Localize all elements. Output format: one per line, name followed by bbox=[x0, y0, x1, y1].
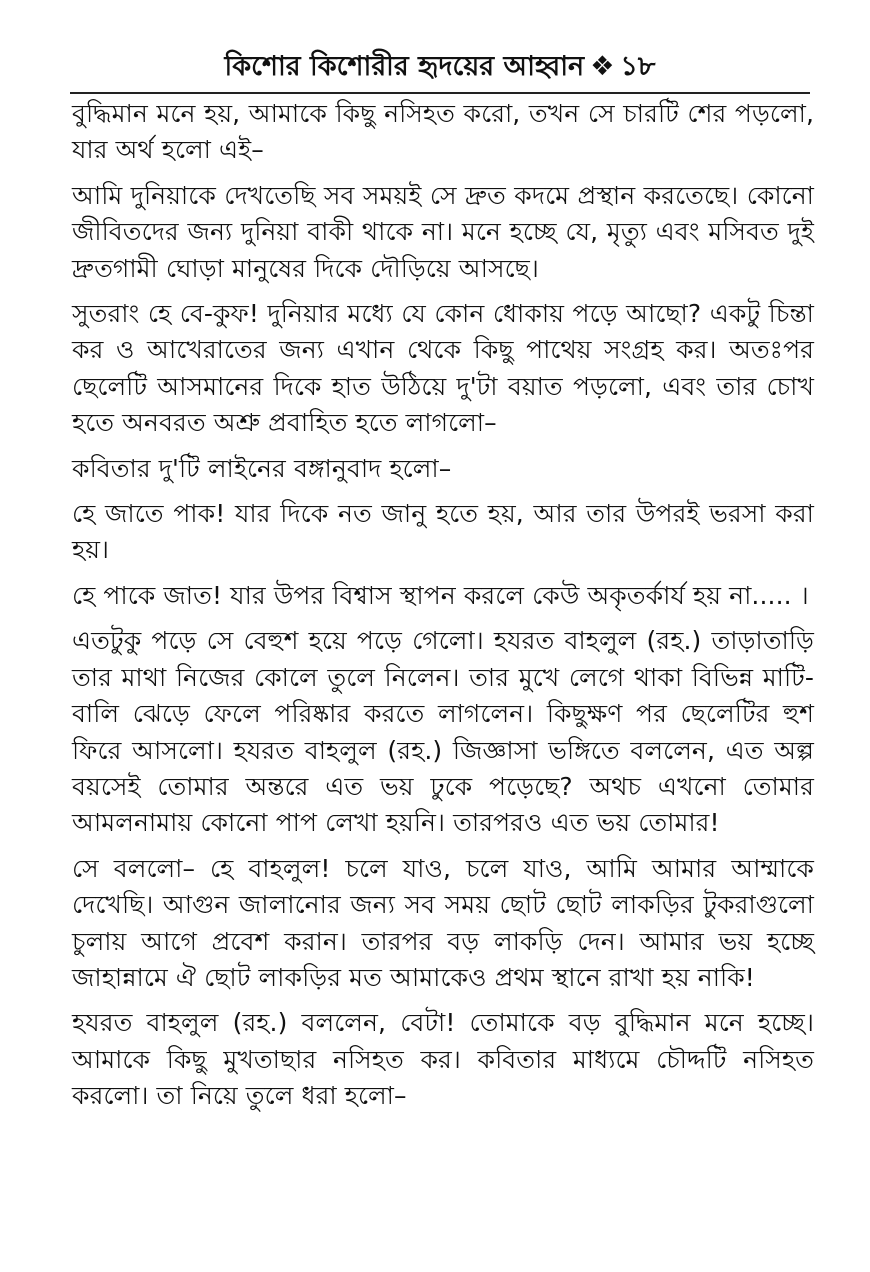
header-rule bbox=[70, 92, 810, 94]
paragraph-3: সুতরাং হে বে-কুফ! দুনিয়ার মধ্যে যে কোন ধোকায় পড়ে আছো? একটু চিন্তা কর ও আখেরাতের জন্য এখান থেকে কিছু পাথেয় সংগ্রহ কর। অতঃপর ছেলেটি আসমানের দিকে হাত উঠিয়ে দু'টা বয়াত পড়লো, এবং তার চোখ হতে অনবরত অশ্রু প্রবাহিত হতে লাগলো– bbox=[72, 299, 814, 438]
paragraph-6: হে পাকে জাত! যার উপর বিশ্বাস স্থাপন করলে কেউ অকৃতর্কার্য হয় না..... । bbox=[72, 580, 809, 610]
paragraph-2: আমি দুনিয়াকে দেখতেছি সব সময়ই সে দ্রুত কদমে প্রস্থান করতেছে। কোনো জীবিতদের জন্য দুনিয়া বাকী থাকে না। মনে হচ্ছে যে, মৃত্যু এবং মসিবত দুই দ্রুতগামী ঘোড়া মানুষের দিকে দৌড়িয়ে আসছে। bbox=[72, 180, 814, 283]
paragraph-5: হে জাতে পাক! যার দিকে নত জানু হতে হয়, আর তার উপরই ভরসা করা হয়। bbox=[72, 499, 814, 565]
paragraph-1: বুদ্ধিমান মনে হয়, আমাকে কিছু নসিহত করো, তখন সে চারটি শের পড়লো, যার অর্থ হলো এই– bbox=[72, 99, 814, 165]
page-number: ১৮ bbox=[620, 51, 656, 82]
header-title: কিশোর কিশোরীর হৃদয়ের আহ্বান bbox=[224, 51, 585, 82]
paragraph-4: কবিতার দু'টি লাইনের বঙ্গানুবাদ হলো– bbox=[72, 453, 452, 483]
paragraph-7: এতটুকু পড়ে সে বেহুশ হয়ে পড়ে গেলো। হযরত বাহলুল (রহ.) তাড়াতাড়ি তার মাথা নিজের কোলে তুলে নিলেন। তার মুখে লেগে থাকা বিভিন্ন মাটি-বালি ঝেড়ে ফেলে পরিষ্কার করতে লাগলেন। কিছুক্ষণ পর ছেলেটির হুশ ফিরে আসলো। হযরত বাহলুল (রহ.) জিজ্ঞাসা ভঙ্গিতে বললেন, এত অল্প বয়সেই তোমার অন্তরে এত ভয় ঢুকে পড়েছে? অথচ এখনো তোমার আমলনামায় কোনো পাপ লেখা হয়নি। তারপরও এত ভয় তোমার! bbox=[72, 626, 814, 838]
paragraph-8: সে বললো– হে বাহলুল! চলে যাও, চলে যাও, আমি আমার আম্মাকে দেখেছি। আগুন জালানোর জন্য সব সময় ছোট ছোট লাকড়ির টুকরাগুলো চুলায় আগে প্রবেশ করান। তারপর বড় লাকড়ি দেন। আমার ভয় হচ্ছে জাহান্নামে ঐ ছোট লাকড়ির মত আমাকেও প্রথম স্থানে রাখা হয় নাকি! bbox=[72, 853, 814, 992]
body-text bbox=[72, 96, 814, 1124]
running-header bbox=[70, 44, 810, 90]
paragraph-9: হযরত বাহলুল (রহ.) বললেন, বেটা! তোমাকে বড় বুদ্ধিমান মনে হচ্ছে। আমাকে কিছু মুখতাছার নসিহত কর। কবিতার মাধ্যমে চৌদ্দটি নসিহত করলো। তা নিয়ে তুলে ধরা হলো– bbox=[72, 1008, 814, 1111]
separator-ornament: ❖ bbox=[590, 51, 615, 82]
